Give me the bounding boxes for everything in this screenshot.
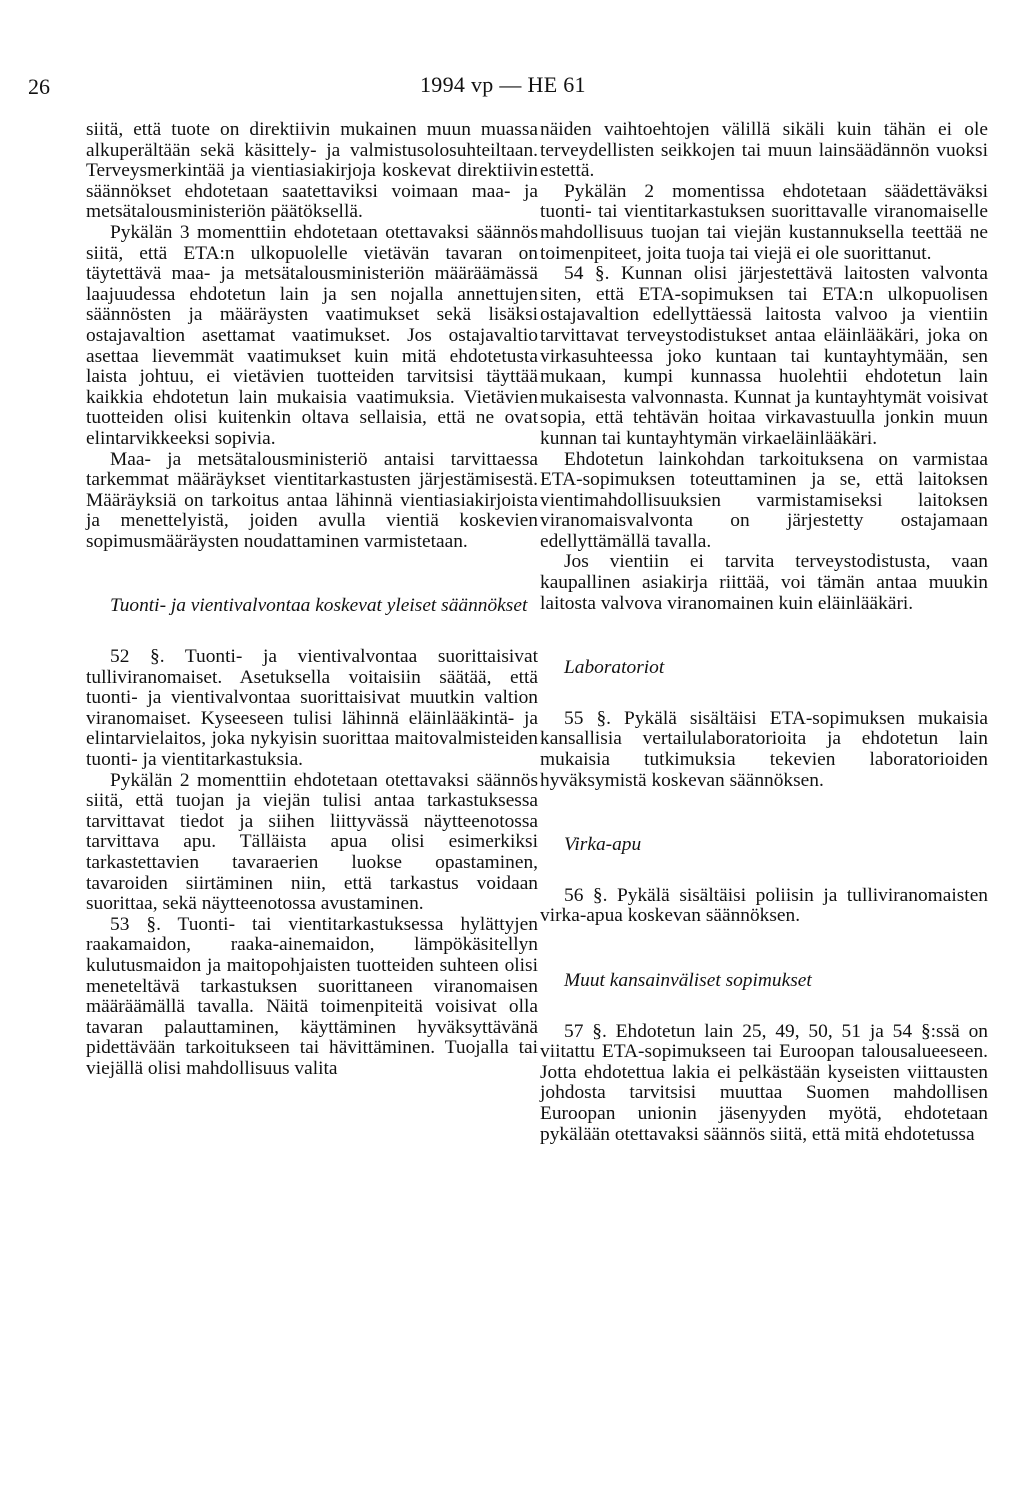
right-column [540, 120, 988, 1145]
paragraph: Jos vientiin ei tarvita terveystodistusta, vaan kaupallinen asiakirja riittää, voi tämän antaa muukin laitosta valvova viranomainen kuin eläinlääkäri. [540, 551, 988, 614]
paragraph: siitä, että tuote on direktiivin mukainen muun muassa alkuperältään sekä käsittely- ja valmistusolosuhteiltaan. Terveysmerkintää ja vientiasiakirjoja koskevat direktiivin säännökset ehdotetaan saatettaviksi voimaan maa- ja metsätalousministeriön päätöksellä. [86, 119, 538, 223]
section-heading: Laboratoriot [564, 657, 665, 679]
paragraph: Pykälän 2 momentissa ehdotetaan säädettäväksi tuonti- tai vientitarkastuksen suorittavalle viranomaiselle mahdollisuus tuojan tai viejän kustannuksella teettää ne toimenpiteet, joita tuoja tai viejä ei ole suorittanut. [540, 180, 988, 264]
paragraph: 57 §. Ehdotetun lain 25, 49, 50, 51 ja 54 §:ssä on viitattu ETA-sopimukseen tai Euroopan talousalueeseen. Jotta ehdotettua lakia ei pelkästään kyseisten viittausten johdosta tarvitsisi muuttaa Suomen mahdollisen Euroopan unionin jäsenyyden myötä, ehdotetaan pykälään otettavaksi säännös siitä, että mitä ehdotetussa [540, 1020, 988, 1145]
paragraph: 56 §. Pykälä sisältäisi poliisin ja tulliviranomaisten virka-apua koskevan säännöksen. [540, 884, 988, 927]
page-number: 26 [28, 74, 50, 99]
paragraph: Pykälän 2 momenttiin ehdotetaan otettavaksi säännös siitä, että tuojan ja viejän tulisi antaa tarkastuksessa tarvittavat tiedot ja siihen liittyvässä näytteenotossa tarvittava apu. Tälläista apua olisi esimerkiksi tarkastettavien tavaraerien luokse opastaminen, tavaroiden siirtäminen niin, että tarkastus voidaan suorittaa, sekä näytteenotossa avustaminen. [86, 769, 538, 915]
section-heading: Tuonti- ja vientivalvontaa koskevat yleiset säännökset [110, 595, 528, 617]
paragraph: 52 §. Tuonti- ja vientivalvontaa suorittaisivat tulliviranomaiset. Asetuksella voitaisiin säätää, että tuonti- ja vientivalvontaa suorittaisivat muutkin valtion viranomaiset. Kyseeseen tulisi lähinnä eläinlääkintä- ja elintarvielaitos, joka nykyisin suorittaa maitovalmisteiden tuonti- ja vientitarkastuksia. [86, 646, 538, 771]
paragraph: 54 §. Kunnan olisi järjestettävä laitosten valvonta siten, että ETA-sopimuksen tai ETA:n ulkopuolisen ostajavaltion edellyttäessä laitosta valvoo ja vientiin tarvittavat terveystodistukset antaa eläinlääkäri, joka on virkasuhteessa joko kuntaan tai kuntayhtymään, sen mukaan, kumpi kunnassa huolehtii ehdotetun lain mukaisesta valvonnasta. Kunnat ja kuntayhtymät voisivat sopia, että tehtävän hoitaa virkavastuulla jonkin muun kunnan tai kuntayhtymän virkaeläinlääkäri. [540, 263, 988, 449]
section-heading: Muut kansainväliset sopimukset [564, 970, 812, 991]
running-head: 1994 vp — HE 61 [420, 72, 586, 97]
paragraph: Maa- ja metsätalousministeriö antaisi tarvittaessa tarkemmat määräykset vientitarkastusten järjestämisestä. Määräyksiä on tarkoitus antaa lähinnä vientiasiakirjoista ja menettelyistä, joiden avulla vientiä koskevien sopimusmääräysten noudattaminen varmistetaan. [86, 448, 538, 552]
section-heading: Virka-apu [564, 834, 642, 856]
paragraph: näiden vaihtoehtojen välillä sikäli kuin tähän ei ole terveydellisten seikkojen tai muun lainsäädännön vuoksi estettä. [540, 119, 988, 182]
paragraph: Ehdotetun lainkohdan tarkoituksena on varmistaa ETA-sopimuksen toteuttaminen ja se, että laitoksen vientimahdollisuuksien varmistamiseksi laitoksen viranomaisvalvonta on järjestetty ostajamaan edellyttämällä tavalla. [540, 448, 988, 552]
left-column [86, 120, 538, 1080]
paragraph: 55 §. Pykälä sisältäisi ETA-sopimuksen mukaisia kansallisia vertailulaboratorioita ja ehdotetun lain mukaisia tutkimuksia tekevien laboratorioiden hyväksymistä koskevan säännöksen. [540, 707, 988, 791]
paragraph: Pykälän 3 momenttiin ehdotetaan otettavaksi säännös siitä, että ETA:n ulkopuolelle vietävän tavaran on täytettävä maa- ja metsätalousministeriön määräämässä laajuudessa ehdotetun lain ja sen nojalla annettujen säännösten ja määräysten vaatimukset sekä lisäksi ostajavaltion asettamat vaatimukset. Jos ostajavaltio asettaa lievemmät vaatimukset kuin mitä ehdotetusta laista johtuu, ei vietävien tuotteiden tarvitsisi täyttää kaikkia ehdotetun lain mukaisia vaatimuksia. Vietävien tuotteiden olisi kuitenkin oltava sellaisia, että ne ovat elintarvikkeeksi sopivia. [86, 221, 538, 449]
paragraph: 53 §. Tuonti- tai vientitarkastuksessa hylättyjen raakamaidon, raaka-ainemaidon, lämpökäsitellyn kulutusmaidon ja maitopohjaisten tuotteiden suhteen olisi meneteltävä tarkastuksen suorittaneen viranomaisen määräämällä tavalla. Näitä toimenpiteitä voisivat olla tavaran palauttaminen, käyttäminen hyväksyttävänä pidettävään tarkoitukseen tai hävittäminen. Tuojalla tai viejällä olisi mahdollisuus valita [86, 913, 538, 1079]
